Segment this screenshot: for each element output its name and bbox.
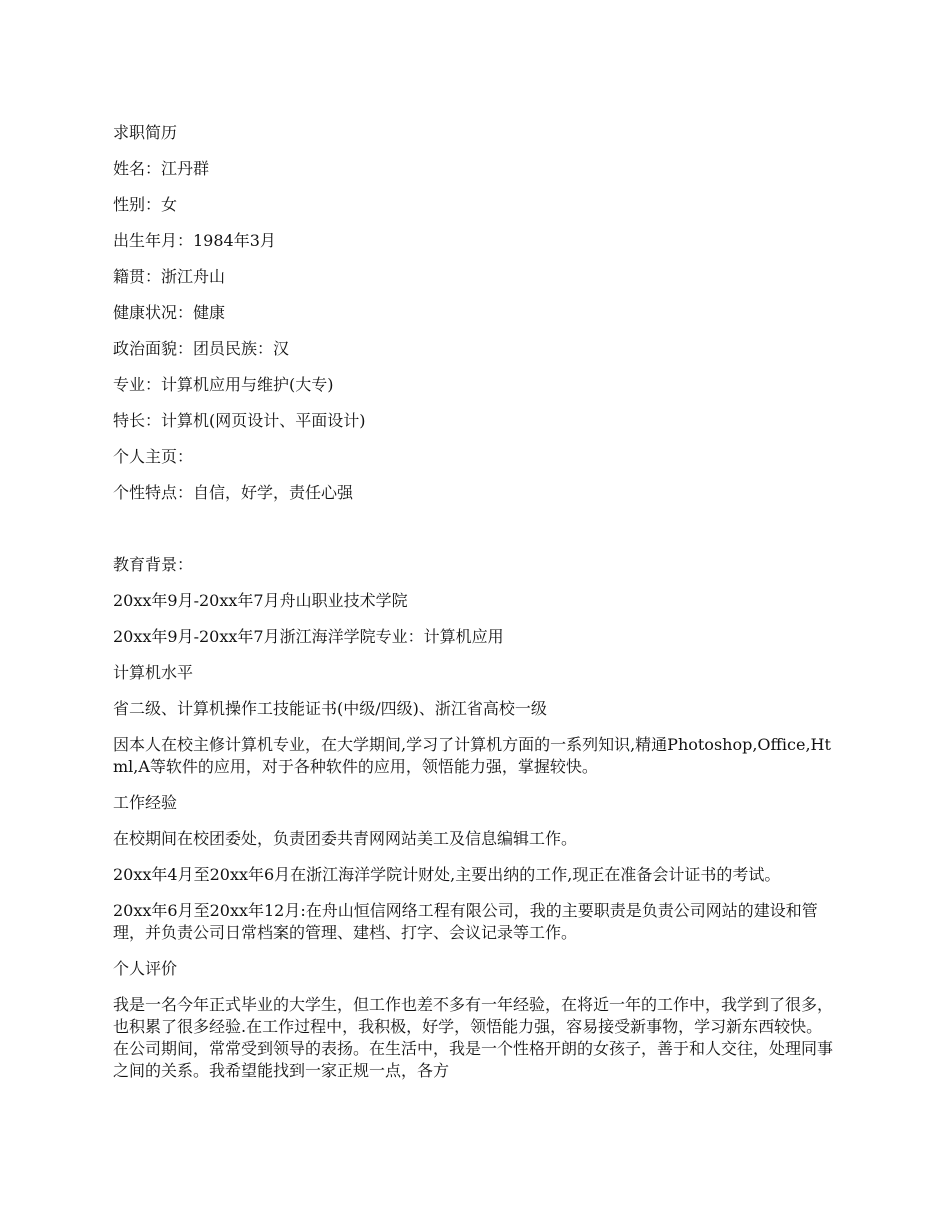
field-health: 健康状况：健康	[113, 303, 226, 322]
computer-heading: 计算机水平	[113, 663, 194, 682]
evaluation-heading: 个人评价	[113, 959, 178, 978]
resume-title: 求职简历	[113, 123, 178, 142]
work-heading: 工作经验	[113, 793, 178, 812]
field-major: 专业：计算机应用与维护(大专)	[113, 375, 334, 394]
computer-level: 省二级、计算机操作工技能证书(中级/四级)、浙江省高校一级	[113, 699, 547, 718]
field-personality: 个性特点：自信，好学，责任心强	[113, 483, 354, 502]
section-spacer	[113, 518, 833, 554]
field-political-status: 政治面貌：团员民族：汉	[113, 339, 290, 358]
field-specialty: 特长：计算机(网页设计、平面设计)	[113, 411, 366, 430]
education-item: 20xx年9月-20xx年7月浙江海洋学院专业：计算机应用	[113, 627, 504, 646]
evaluation-text: 我是一名今年正式毕业的大学生，但工作也差不多有一年经验，在将近一年的工作中，我学到了很多，也积累了很多经验.在工作过程中，我积极，好学，领悟能力强，容易接受新事物，学习新东西较快。在公司期间，常常受到领导的表扬。在生活中，我是一个性格开朗的女孩子，善于和人交往，处理同事之间的关系。我希望能找到一家正规一点，各方	[113, 995, 834, 1080]
work-item: 20xx年4月至20xx年6月在浙江海洋学院计财处,主要出纳的工作,现正在准备会计证书的考试。	[113, 865, 781, 884]
field-gender: 性别：女	[113, 195, 178, 214]
resume-body	[113, 122, 833, 1096]
field-homepage: 个人主页：	[113, 447, 194, 466]
education-heading: 教育背景：	[113, 555, 194, 574]
field-name: 姓名：江丹群	[113, 159, 210, 178]
field-birth-date: 出生年月：1984年3月	[113, 231, 276, 250]
work-item: 在校期间在校团委处，负责团委共青网网站美工及信息编辑工作。	[113, 829, 578, 848]
computer-description: 因本人在校主修计算机专业，在大学期间,学习了计算机方面的一系列知识,精通Photoshop,Office,Html,A等软件的应用，对于各种软件的应用，领悟能力强，掌握较快。	[113, 735, 831, 776]
field-native-place: 籍贯：浙江舟山	[113, 267, 226, 286]
work-item: 20xx年6月至20xx年12月:在舟山恒信网络工程有限公司，我的主要职责是负责公司网站的建设和管理，并负责公司日常档案的管理、建档、打字、会议记录等工作。	[113, 901, 818, 942]
education-item: 20xx年9月-20xx年7月舟山职业技术学院	[113, 591, 408, 610]
